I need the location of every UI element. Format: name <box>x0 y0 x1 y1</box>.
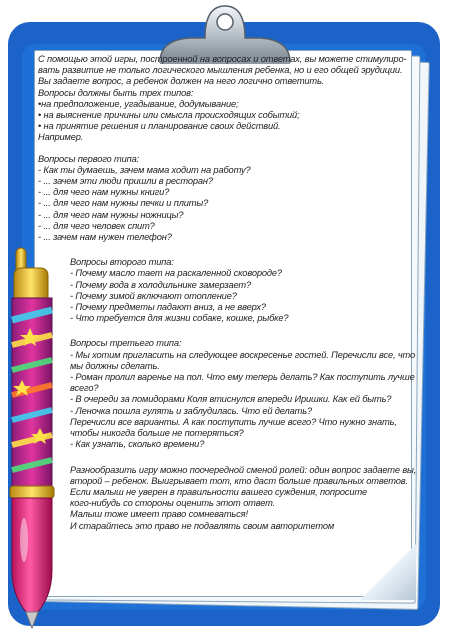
question-line: - ... зачем эти люди пришли в ресторан? <box>38 176 213 187</box>
type1-section <box>38 154 410 244</box>
question-line: - Почему масло тает на раскаленной сковороде? <box>70 268 282 279</box>
section-heading: Вопросы третьего типа: <box>70 338 182 349</box>
outro-line: И старайтесь это право не подавлять своим авторитетом <box>70 520 335 531</box>
question-line: - Как узнать, сколько времени? <box>70 439 205 450</box>
question-line: - Роман пролил варенье на пол. Что ему теперь делать? Как поступить лучше <box>70 372 415 383</box>
question-line: - ... для чего человек спит? <box>38 220 155 231</box>
intro-line: Вопросы должны быть трех типов: <box>38 87 194 98</box>
intro-line: Вы задаете вопрос, а ребенок должен на него логично ответить. <box>38 76 325 87</box>
question-line: - ... для чего нам нужны ножницы? <box>38 209 184 220</box>
type2-section <box>70 257 410 324</box>
section-heading: Вопросы первого типа: <box>38 153 140 164</box>
intro-line: •на предположение, угадывание, додумывание; <box>38 98 239 109</box>
outro-line: Малыш тоже имеет право сомневаться! <box>70 509 248 520</box>
outro-line: Если малыш не уверен в правильности вашего суждения, попросите <box>70 486 368 497</box>
question-line: - Что требуется для жизни собаке, кошке, рыбке? <box>70 313 289 324</box>
question-line: - Почему предметы падают вниз, а не вверх? <box>70 302 266 313</box>
question-line: всего? <box>70 383 99 394</box>
question-line: - Почему зимой включают отопление? <box>70 290 237 301</box>
question-line: чтобы никогда больше не потеряться? <box>70 428 244 439</box>
question-line: - Как ты думаешь, зачем мама ходит на работу? <box>38 164 251 175</box>
question-line: - Мы хотим пригласить на следующее воскресенье гостей. Перечисли все, что <box>70 349 416 360</box>
intro-line: Например. <box>38 132 84 143</box>
question-line: мы должны сделать. <box>70 360 160 371</box>
intro-section <box>38 54 410 144</box>
outro-line: кого-нибудь со стороны оценить этот ответ. <box>70 498 276 509</box>
instructions-text <box>38 54 417 532</box>
question-line: - Почему вода в холодильнике замерзает? <box>70 279 252 290</box>
question-line: - Леночка пошла гулять и заблудилась. Что ей делать? <box>70 405 312 416</box>
question-line: - ... для чего нам нужны печки и плиты? <box>38 198 209 209</box>
section-heading: Вопросы второго типа: <box>70 257 174 268</box>
question-line: - ... зачем нам нужен телефон? <box>38 232 172 243</box>
question-line: Перечисли все варианты. А как поступить лучше всего? Что нужно знать, <box>70 416 397 427</box>
intro-line: С помощью этой игры, построенной на вопросах и ответах, вы можете стимулиро- <box>38 54 407 64</box>
intro-line: • на выяснение причины или смысла происходящих событий; <box>38 110 300 121</box>
outro-line: Разнообразить игру можно поочередной сменой ролей: один вопрос задаете вы, <box>70 464 417 475</box>
type3-section <box>70 338 416 450</box>
outro-line: второй – ребенок. Выигрывает тот, кто даст больше правильных ответов. <box>70 475 408 486</box>
outro-section <box>70 464 417 532</box>
question-line: - ... для чего нам нужны книги? <box>38 187 170 198</box>
intro-line: вать развитие не только логического мышления ребенка, но и его общей эрудиции. <box>38 65 403 76</box>
question-line: - В очереди за помидорами Коля втиснулся впереди Иришки. Как ей быть? <box>70 394 392 405</box>
intro-line: • на принятие решения и планирование своих действий. <box>38 121 281 132</box>
